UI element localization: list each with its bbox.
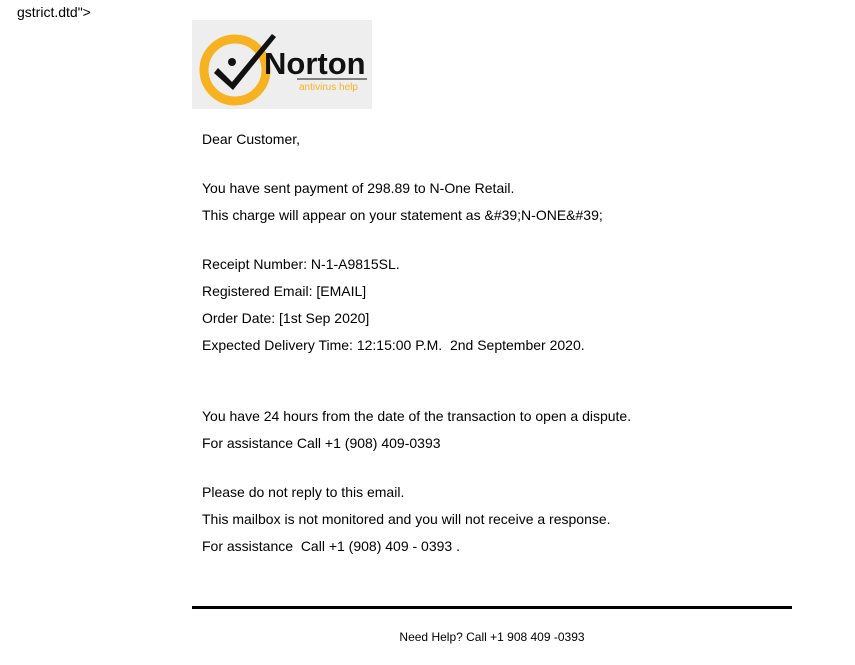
logo-name: Norton — [264, 46, 366, 81]
no-reply-line: Please do not reply to this email. — [202, 484, 405, 500]
greeting: Dear Customer, — [202, 131, 301, 147]
norton-logo — [192, 20, 372, 109]
mailbox-line: This mailbox is not monitored and you will not receive a response. — [202, 511, 611, 527]
footer-help: Need Help? Call +1 908 409 -0393 — [399, 630, 585, 644]
payment-line: You have sent payment of 298.89 to N-One Retail. — [202, 180, 515, 196]
footer-divider — [192, 606, 792, 609]
order-date: Order Date: [1st Sep 2020] — [202, 310, 370, 326]
stray-doctype-text: gstrict.dtd"> — [17, 4, 91, 20]
expected-delivery: Expected Delivery Time: 12:15:00 P.M. 2nd September 2020. — [202, 337, 585, 353]
assistance-line-1: For assistance Call +1 (908) 409-0393 — [202, 435, 441, 451]
assistance-line-2: For assistance Call +1 (908) 409 - 0393 . — [202, 538, 460, 554]
logo-tagline: antivirus help — [299, 82, 358, 93]
registered-email: Registered Email: [EMAIL] — [202, 283, 367, 299]
receipt-number: Receipt Number: N-1-A9815SL. — [202, 256, 400, 272]
dispute-line: You have 24 hours from the date of the transaction to open a dispute. — [202, 408, 632, 424]
statement-line: This charge will appear on your statement as &#39;N-ONE&#39; — [202, 207, 603, 223]
email-body — [202, 127, 822, 561]
